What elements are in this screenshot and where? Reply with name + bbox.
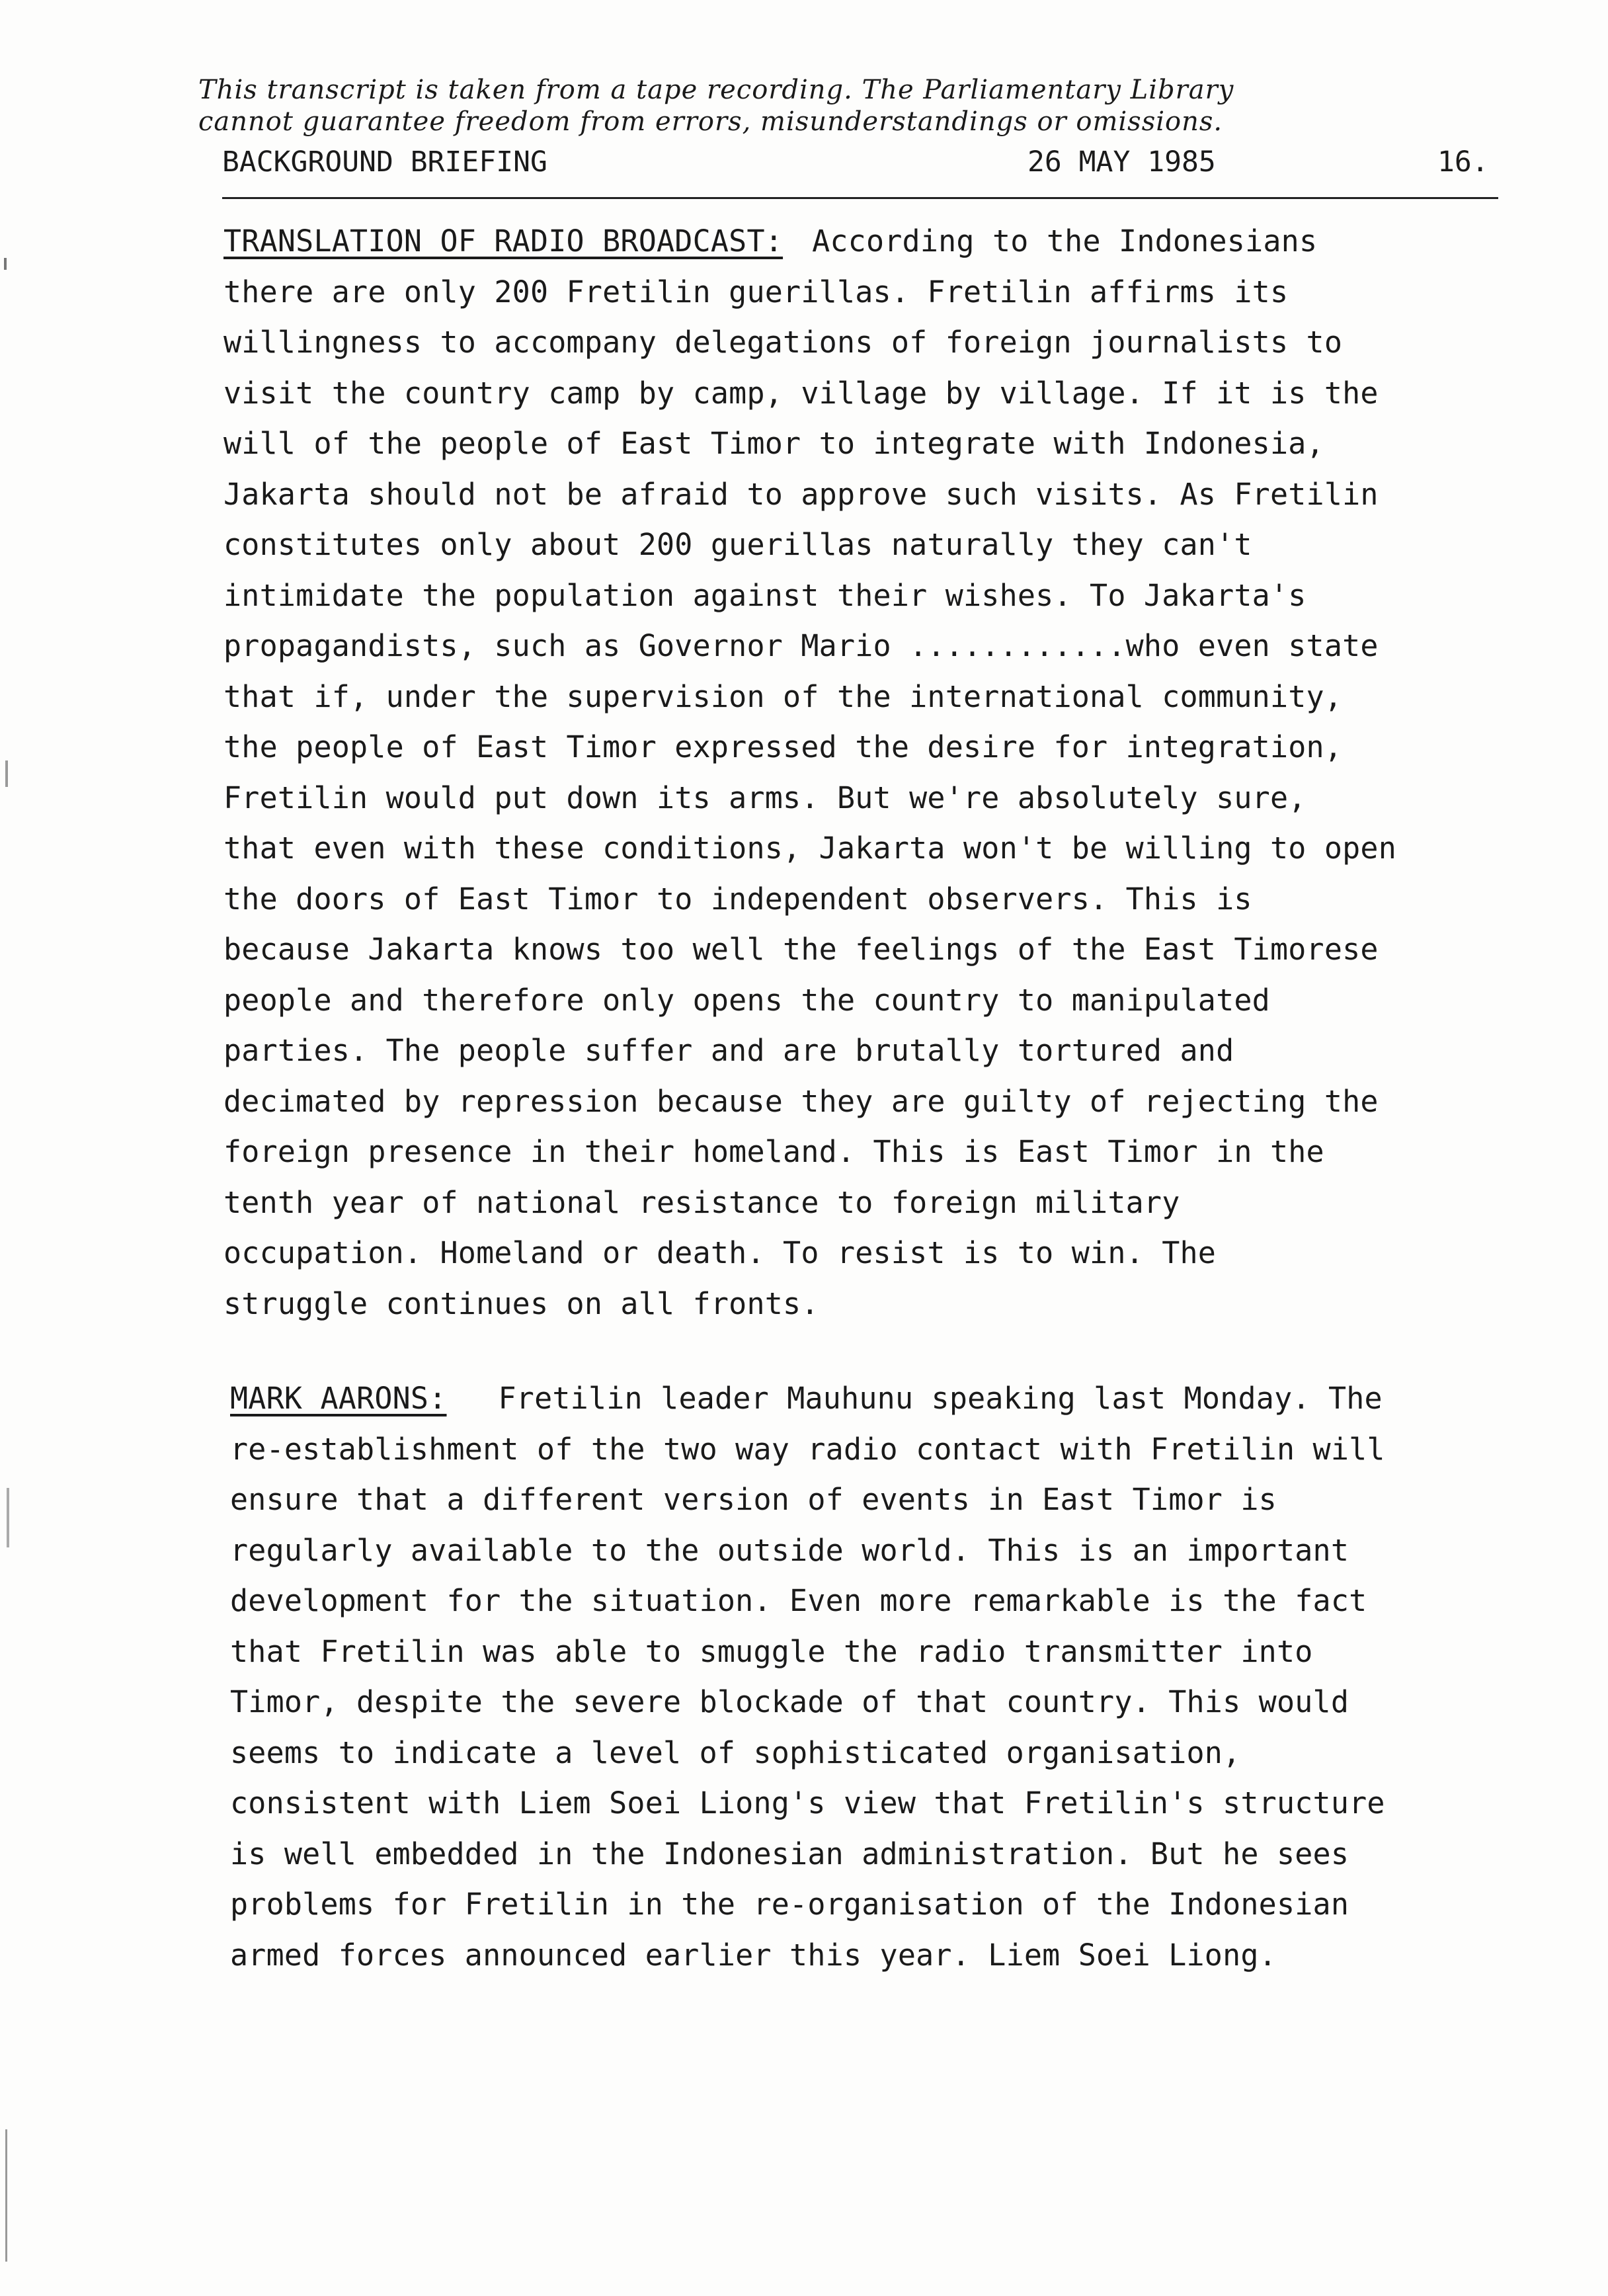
paragraph-line: regularly available to the outside world. This is an important [230,1532,1349,1568]
paragraph-first-line [230,1374,1566,1424]
paragraph-line: Jakarta should not be afraid to approve such visits. As Fretilin [223,476,1379,512]
disclaimer-line: This transcript is taken from a tape recording. The Parliamentary Library [198,75,1234,105]
paragraph-line: parties. The people suffer and are brutally tortured and [223,1033,1234,1068]
paragraph-line: decimated by repression because they are guilty of rejecting the [223,1083,1379,1119]
paragraph-line: ensure that a different version of events in East Timor is [230,1482,1277,1517]
scan-speck [5,2129,7,2262]
scan-speck [7,1488,9,1547]
scan-speck [4,258,7,270]
transcript-paragraph-radio-broadcast [223,216,1559,1329]
paragraph-line: foreign presence in their homeland. This is East Timor in the [223,1134,1324,1169]
paragraph-line: development for the situation. Even more remarkable is the fact [230,1583,1367,1618]
paragraph-line: will of the people of East Timor to integrate with Indonesia, [223,426,1324,461]
header-rule [222,197,1498,199]
paragraph-line: occupation. Homeland or death. To resist is to win. The [223,1235,1217,1270]
paragraph-line: Fretilin would put down its arms. But we're absolutely sure, [223,780,1306,815]
scan-margin-marks [0,0,40,2296]
paragraph-line: Timor, despite the severe blockade of that country. This would [230,1684,1349,1719]
disclaimer-line: cannot guarantee freedom from errors, misunderstandings or omissions. [198,106,1223,137]
transcript-disclaimer [198,74,1494,138]
paragraph-line: that even with these conditions, Jakarta won't be willing to open [223,831,1396,866]
paragraph-line: re-establishment of the two way radio contact with Fretilin will [230,1431,1385,1467]
paragraph-line: problems for Fretilin in the re-organisation of the Indonesian [230,1887,1349,1922]
paragraph-line: there are only 200 Fretilin guerillas. Fretilin affirms its [223,274,1289,309]
paragraph-line: that if, under the supervision of the international community, [223,678,1343,714]
paragraph-line: intimidate the population against their wishes. To Jakarta's [223,577,1306,613]
paragraph-text: According to the Indonesians [812,224,1318,259]
paragraph-line: visit the country camp by camp, village by village. If it is the [223,375,1379,411]
paragraph-line: the doors of East Timor to independent observers. This is [223,881,1252,917]
page-number: 16. [1437,145,1489,179]
paragraph-text: Fretilin leader Mauhunu speaking last Monday. The [498,1381,1383,1416]
paragraph-line: armed forces announced earlier this year. Liem Soei Liong. [230,1937,1277,1973]
paragraph-line: willingness to accompany delegations of foreign journalists to [223,325,1343,360]
paragraph-line: the people of East Timor expressed the desire for integration, [223,729,1343,764]
scan-speck [5,760,8,787]
speaker-label: TRANSLATION OF RADIO BROADCAST: [223,224,784,259]
program-title: BACKGROUND BRIEFING [222,145,547,179]
paragraph-line: because Jakarta knows too well the feelings of the East Timorese [223,932,1379,967]
paragraph-line: people and therefore only opens the country to manipulated [223,982,1270,1018]
paragraph-line: consistent with Liem Soei Liong's view that Fretilin's structure [230,1785,1385,1821]
broadcast-date: 26 MAY 1985 [1027,145,1216,179]
paragraph-line: tenth year of national resistance to foreign military [223,1184,1180,1220]
paragraph-line: propagandists, such as Governor Mario ............who even state [223,628,1379,663]
paragraph-line: seems to indicate a level of sophisticated organisation, [230,1735,1241,1770]
speaker-label: MARK AARONS: [230,1381,447,1416]
paragraph-first-line [223,216,1559,267]
paragraph-line: is well embedded in the Indonesian administration. But he sees [230,1836,1349,1871]
paragraph-line: struggle continues on all fronts. [223,1286,819,1321]
transcript-paragraph-mark-aarons [230,1374,1566,1981]
paragraph-line: constitutes only about 200 guerillas naturally they can't [223,527,1252,562]
paragraph-line: that Fretilin was able to smuggle the radio transmitter into [230,1633,1313,1669]
page-header [222,144,1505,180]
